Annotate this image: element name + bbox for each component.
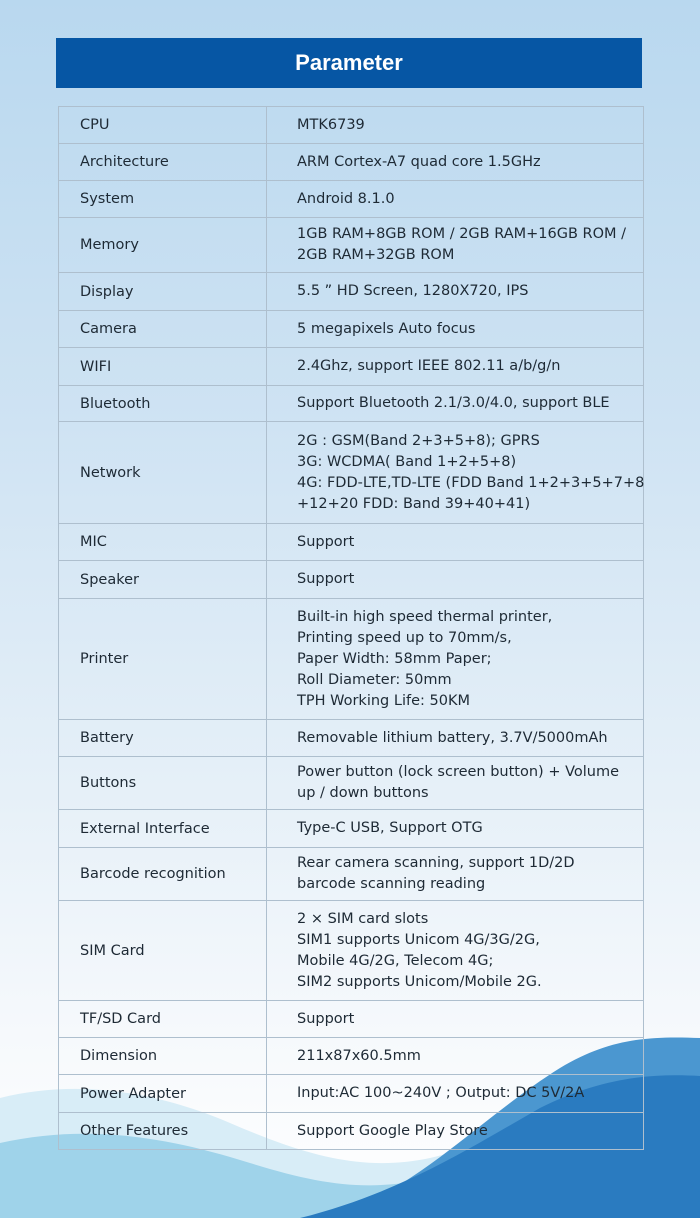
- parameter-label: MIC: [59, 524, 267, 561]
- parameter-value: [267, 422, 644, 524]
- parameter-value: [267, 273, 644, 311]
- value-line: Support: [297, 571, 355, 587]
- parameter-value: [267, 524, 644, 561]
- table-row: [59, 107, 644, 144]
- table-row: [59, 810, 644, 848]
- parameter-value: [267, 901, 644, 1001]
- parameter-label: Buttons: [59, 757, 267, 810]
- table-row: [59, 1113, 644, 1150]
- table-row: [59, 848, 644, 901]
- table-row: [59, 348, 644, 386]
- value-line: 2G : GSM(Band 2+3+5+8); GPRS: [297, 432, 540, 449]
- parameter-value: [267, 181, 644, 218]
- parameter-value: [267, 386, 644, 422]
- parameter-value: [267, 1038, 644, 1075]
- value-line: TPH Working Life: 50KM: [297, 692, 470, 709]
- parameter-value: [267, 311, 644, 348]
- parameter-label: Power Adapter: [59, 1075, 267, 1113]
- value-line: 211x87x60.5mm: [297, 1047, 421, 1064]
- table-row: [59, 311, 644, 348]
- parameter-label: Dimension: [59, 1038, 267, 1075]
- value-line: 4G: FDD-LTE,TD-LTE (FDD Band 1+2+3+5+7+8: [297, 474, 645, 491]
- value-line: Removable lithium battery, 3.7V/5000mAh: [297, 729, 608, 746]
- value-line: SIM1 supports Unicom 4G/3G/2G,: [297, 931, 540, 948]
- parameter-label: Display: [59, 273, 267, 311]
- value-line: Power button (lock screen button) + Volume: [297, 764, 620, 780]
- value-line: ARM Cortex-A7 quad core 1.5GHz: [297, 153, 541, 170]
- parameter-table: [58, 106, 644, 1150]
- parameter-label: Barcode recognition: [59, 848, 267, 901]
- parameter-header: [56, 38, 642, 88]
- parameter-value: [267, 144, 644, 181]
- value-line: Built-in high speed thermal printer,: [297, 608, 553, 625]
- value-line: 2 × SIM card slots: [297, 910, 429, 927]
- value-line: Rear camera scanning, support 1D/2D: [297, 855, 575, 871]
- value-line: Paper Width: 58mm Paper;: [297, 650, 492, 667]
- table-row: [59, 218, 644, 273]
- parameter-label: CPU: [59, 107, 267, 144]
- value-line: Android 8.1.0: [297, 190, 395, 207]
- value-line: 2.4Ghz, support IEEE 802.11 a/b/g/n: [297, 358, 561, 374]
- value-line: Roll Diameter: 50mm: [297, 671, 452, 688]
- parameter-label: Memory: [59, 218, 267, 273]
- table-row: [59, 273, 644, 311]
- value-line: MTK6739: [297, 116, 365, 133]
- table-row: [59, 181, 644, 218]
- parameter-value: [267, 348, 644, 386]
- table-row: [59, 757, 644, 810]
- value-line: Support Google Play Store: [297, 1122, 488, 1139]
- parameter-value: [267, 599, 644, 720]
- value-line: Input:AC 100~240V ; Output: DC 5V/2A: [297, 1085, 585, 1101]
- parameter-value: [267, 1001, 644, 1038]
- parameter-value: [267, 218, 644, 273]
- value-line: Mobile 4G/2G, Telecom 4G;: [297, 952, 494, 969]
- parameter-label: TF/SD Card: [59, 1001, 267, 1038]
- parameter-label: Speaker: [59, 561, 267, 599]
- value-line: 3G: WCDMA( Band 1+2+5+8): [297, 453, 517, 470]
- parameter-value: [267, 810, 644, 848]
- parameter-value: [267, 720, 644, 757]
- value-line: Support: [297, 1010, 355, 1027]
- parameter-value: [267, 1075, 644, 1113]
- parameter-value: [267, 757, 644, 810]
- value-line: Support: [297, 533, 355, 550]
- value-line: Printing speed up to 70mm/s,: [297, 629, 512, 646]
- value-line: 1GB RAM+8GB ROM / 2GB RAM+16GB ROM /: [297, 226, 627, 242]
- parameter-label: SIM Card: [59, 901, 267, 1001]
- value-line: 5.5 ” HD Screen, 1280X720, IPS: [297, 283, 529, 299]
- table-row: [59, 1001, 644, 1038]
- parameter-label: Architecture: [59, 144, 267, 181]
- table-row: [59, 144, 644, 181]
- parameter-value: [267, 848, 644, 901]
- table-row: [59, 599, 644, 720]
- value-line: SIM2 supports Unicom/Mobile 2G.: [297, 973, 542, 990]
- page-title: Parameter: [295, 50, 403, 75]
- parameter-label: External Interface: [59, 810, 267, 848]
- value-line: barcode scanning reading: [297, 876, 486, 892]
- parameter-label: Network: [59, 422, 267, 524]
- table-row: [59, 1075, 644, 1113]
- parameter-label: Bluetooth: [59, 386, 267, 422]
- value-line: up / down buttons: [297, 785, 429, 801]
- parameter-value: [267, 561, 644, 599]
- table-row: [59, 422, 644, 524]
- table-row: [59, 1038, 644, 1075]
- table-row: [59, 524, 644, 561]
- parameter-label: Battery: [59, 720, 267, 757]
- value-line: Support Bluetooth 2.1/3.0/4.0, support BLE: [297, 395, 610, 411]
- parameter-value: [267, 1113, 644, 1150]
- value-line: +12+20 FDD: Band 39+40+41): [297, 495, 531, 512]
- parameter-label: WIFI: [59, 348, 267, 386]
- table-row: [59, 901, 644, 1001]
- parameter-label: Printer: [59, 599, 267, 720]
- parameter-label: Other Features: [59, 1113, 267, 1150]
- parameter-label: Camera: [59, 311, 267, 348]
- value-line: Type-C USB, Support OTG: [297, 820, 483, 836]
- parameter-label: System: [59, 181, 267, 218]
- table-row: [59, 720, 644, 757]
- table-row: [59, 561, 644, 599]
- parameter-value: [267, 107, 644, 144]
- value-line: 2GB RAM+32GB ROM: [297, 247, 455, 263]
- table-row: [59, 386, 644, 422]
- value-line: 5 megapixels Auto focus: [297, 320, 476, 337]
